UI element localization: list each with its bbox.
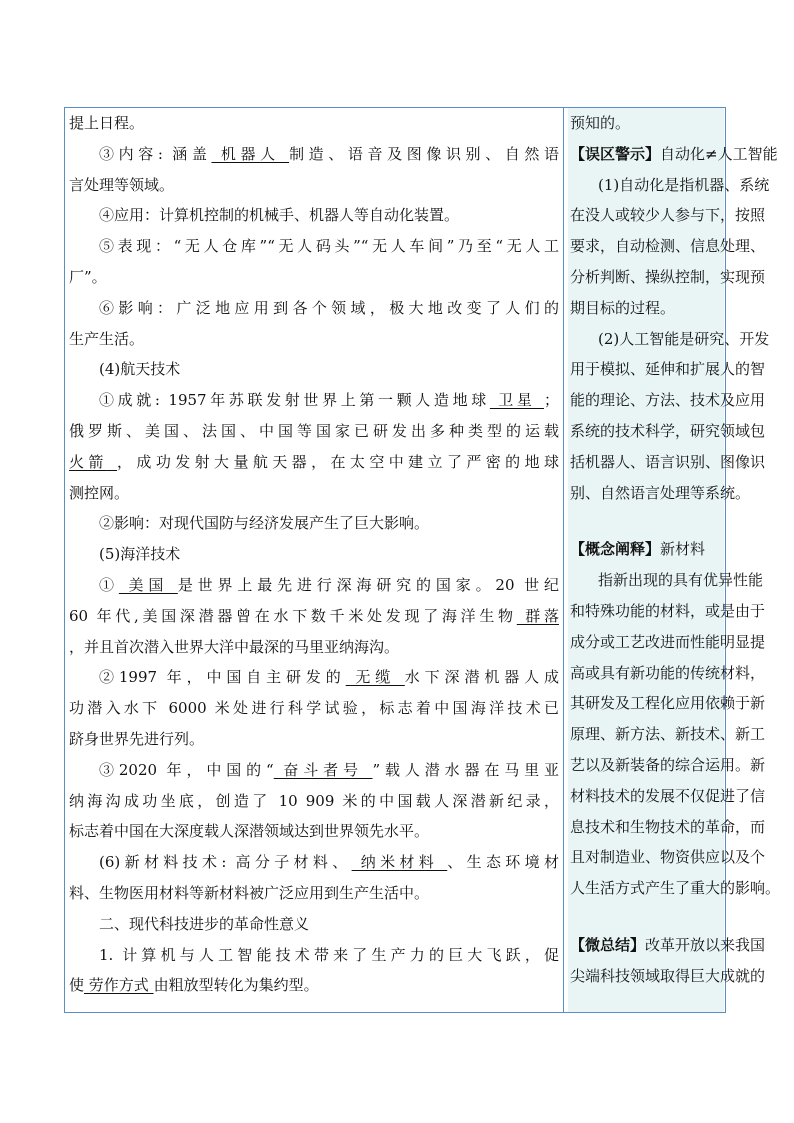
text-line: ① 美国 是世界上最先进行深海研究的国家。20 世纪	[99, 575, 559, 594]
note-line: 括机器人、语言识别、图像识	[570, 452, 766, 471]
note-line: 在没人或较少人参与下，按照	[570, 206, 766, 225]
note-line: 系统的技术科学，研究领域包	[570, 421, 766, 440]
note-line: 别、自然语言处理等系统。	[570, 483, 751, 502]
note-line: 指新出现的具有优异性能	[598, 571, 764, 590]
answer-blank: 纳米材料	[351, 853, 448, 872]
note-line: 高或具有新功能的传统材料，	[570, 663, 766, 682]
text-line: (6)新材料技术: 高分子材料、 纳米材料 、生态环境材	[99, 853, 559, 872]
text-line: 俄罗斯、美国、法国、中国等国家已研发出多种类型的运载	[69, 421, 559, 440]
note-line: 且对制造业、物资供应以及个	[570, 848, 766, 867]
note-heading: 【概念阐释】新材料	[570, 540, 706, 559]
text-line: 言处理等领域。	[69, 175, 175, 194]
note-line: 要求，自动检测、信息处理、	[570, 237, 766, 256]
answer-blank: 劳作方式	[84, 976, 154, 995]
section-heading: (5)海洋技术	[99, 545, 181, 564]
text-line: 测控网。	[69, 483, 130, 502]
note-line: (2)人工智能是研究、开发	[598, 329, 770, 348]
answer-blank: 美国	[118, 575, 178, 594]
text-line: 跻身世界先进行列。	[69, 729, 205, 748]
note-line: 期目标的过程。	[570, 298, 676, 317]
text-line: 厂”。	[69, 267, 107, 286]
text-line: 料、生物医用材料等新材料被广泛应用到生产生活中。	[69, 883, 430, 902]
note-heading: 【微总结】改革开放以来我国	[570, 935, 766, 954]
answer-blank: 机器人	[211, 144, 290, 163]
text-line: 标志着中国在大深度载人深潜领域达到世界领先水平。	[69, 822, 430, 841]
note-line: 能的理论、方法、技术及应用	[570, 391, 766, 410]
text-line: 功潜入水下 6000 米处进行科学试验，标志着中国海洋技术已	[69, 699, 559, 718]
note-line: 预知的。	[570, 114, 631, 132]
text-line: 火箭 ，成功发射大量航天器，在太空中建立了严密的地球	[69, 452, 559, 471]
text-line: 使 劳作方式 由粗放型转化为集约型。	[69, 976, 319, 995]
section-heading: (4)航天技术	[99, 360, 181, 379]
answer-blank: 卫星	[489, 391, 544, 410]
text-line: ⑥影响：广泛地应用到各个领域，极大地改变了人们的	[99, 298, 559, 317]
text-line: 1. 计算机与人工智能技术带来了生产力的巨大飞跃，促	[99, 945, 559, 964]
note-line: 息技术和生物技术的革命，而	[570, 817, 766, 836]
text-line: ⑤表现：“无人仓库”“无人码头”“无人车间”乃至“无人工	[99, 237, 559, 256]
note-line: 用于模拟、延伸和扩展人的智	[570, 360, 766, 379]
text-line: 60 年代,美国深潜器曾在水下数千米处发现了海洋生物 群落	[69, 606, 559, 625]
main-column	[69, 108, 559, 1001]
answer-blank: 群落	[516, 606, 559, 625]
answer-blank: 奋斗者号	[273, 760, 373, 779]
column-divider	[563, 108, 564, 1012]
note-line: 其研发及工程化应用依赖于新	[570, 694, 766, 713]
note-line: 成分或工艺改进而性能明显提	[570, 632, 766, 651]
note-line: 和特殊功能的材料，或是由于	[570, 601, 766, 620]
text-line: 生产生活。	[69, 329, 145, 348]
note-line: 艺以及新装备的综合运用。新	[570, 755, 766, 774]
note-line: 尖端科技领域取得巨大成就的	[570, 966, 766, 985]
note-heading: 【误区警示】自动化≠人工智能	[570, 144, 778, 163]
note-line: 材料技术的发展不仅促进了信	[570, 786, 766, 805]
note-line: 原理、新方法、新技术、新工	[570, 725, 766, 744]
answer-blank: 火箭	[69, 452, 108, 471]
text-line: ③2020 年，中国的“ 奋斗者号 ”载人潜水器在马里亚	[99, 760, 559, 779]
text-line: 提上日程。	[69, 114, 145, 132]
note-line: 分析判断、操纵控制，实现预	[570, 267, 766, 286]
text-line: ，并且首次潜入世界大洋中最深的马里亚纳海沟。	[69, 637, 400, 656]
text-line: ①成就: 1957年苏联发射世界上第一颗人造地球 卫星 ；	[99, 391, 560, 410]
text-line: ④应用：计算机控制的机械手、机器人等自动化装置。	[99, 206, 460, 225]
answer-blank: 无缆	[345, 668, 405, 687]
text-line: 纳海沟成功坐底，创造了 10 909 米的中国载人深潜新纪录，	[69, 791, 559, 810]
sidebar-notes	[568, 108, 781, 1012]
text-line: ②影响：对现代国防与经济发展产生了巨大影响。	[99, 514, 430, 533]
note-line: 人生活方式产生了重大的影响。	[570, 879, 781, 898]
section-heading: 二、现代科技进步的革命性意义	[99, 914, 310, 933]
text-line: ③内容: 涵盖 机器人 制造、语音及图像识别、自然语	[99, 144, 559, 163]
content-table	[64, 107, 781, 1013]
note-line: (1)自动化是指机器、系统	[598, 175, 770, 194]
text-line: ②1997 年，中国自主研发的 无缆 水下深潜机器人成	[99, 668, 559, 687]
